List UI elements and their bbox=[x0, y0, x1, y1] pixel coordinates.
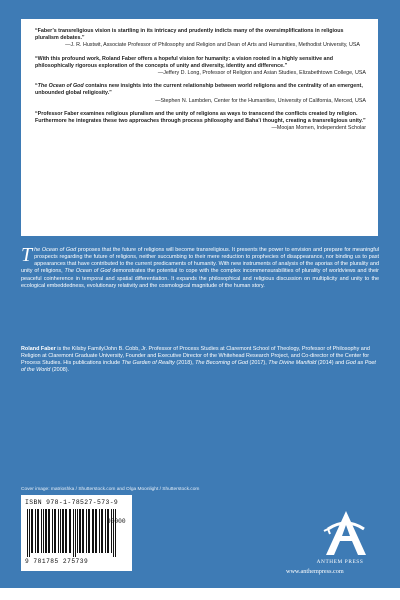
book-description: The Ocean of God proposes that the future of religions will become transreligious. It presents the power to envision and prepare for meaningful prospects regarding the future of religions, neither succumbing to their mere reduction to prophecies of disappearance, nor binding us to past appearances that have contributed to the current predicaments of humanity. With new instruments of analysis of the aporias of the plurality and unity of religions, The Ocean of God demonstrates the potential to cope with the complex incommensurabilities of plurality of worldviews and their peaceful coinherence in temporal and spatial differentiation. It expands the philosophical and religious discussion on multiplicity and unity to the ecological embeddedness, evolutionary relativity and the cosmological magnitude of the human story. bbox=[21, 244, 379, 289]
barcode-bar bbox=[92, 509, 94, 553]
endorsement-attribution: —Jeffery D. Long, Professor of Religion and Asian Studies, Elizabethtown College, USA bbox=[157, 70, 366, 77]
endorsements-box bbox=[21, 19, 378, 236]
barcode-bar bbox=[107, 509, 109, 553]
barcode-bar bbox=[79, 509, 81, 553]
barcode-bar bbox=[29, 509, 30, 557]
barcode-bar bbox=[65, 509, 67, 553]
barcode-bar bbox=[77, 509, 78, 553]
barcode-bar bbox=[43, 509, 44, 553]
endorsement bbox=[35, 28, 366, 50]
barcode-bar bbox=[88, 509, 90, 553]
price-code: 90000 bbox=[107, 518, 126, 525]
barcode-bar bbox=[37, 509, 39, 553]
anthem-press-logo bbox=[306, 509, 386, 559]
barcode-bar bbox=[58, 509, 59, 553]
endorsement bbox=[35, 111, 366, 133]
barcode-bar bbox=[54, 509, 56, 553]
endorsement bbox=[35, 83, 366, 105]
endorsement bbox=[35, 56, 366, 78]
ean-digits: 9 781785 275739 bbox=[25, 558, 89, 565]
barcode-bar bbox=[99, 509, 100, 553]
endorsement-quote: “Faber’s transreligious vision is startling in its intricacy and prudently indicts many of the oversimplifications in religious pluralism debates.” bbox=[35, 28, 344, 42]
endorsement-attribution: —J. R. Hustwit, Associate Professor of Philosophy and Religion and Dean of Arts and Humanities, Methodist University, USA bbox=[65, 42, 360, 49]
endorsement-quote: “With this profound work, Roland Faber offers a hopeful vision for humanity: a vision rooted in a highly sensitive and philosophically rigorous exploration of the concepts of unity and diversity, identity and difference.” bbox=[35, 55, 334, 69]
barcode-bar bbox=[62, 509, 64, 553]
isbn-number: ISBN 978-1-78527-573-9 bbox=[25, 499, 119, 506]
barcode-bar bbox=[52, 509, 53, 553]
barcode-bar bbox=[82, 509, 84, 553]
barcode-bar bbox=[113, 509, 114, 557]
barcode-bar bbox=[105, 509, 106, 553]
barcode-bar bbox=[115, 509, 116, 557]
barcode-bar bbox=[35, 509, 36, 553]
barcode-bar bbox=[111, 509, 112, 553]
barcode-bar bbox=[95, 509, 97, 553]
barcode-bar bbox=[45, 509, 47, 553]
author-bio: Roland Faber is the Kilsby Family/John B. Cobb, Jr. Professor of Process Studies at Claremont School of Theology, Professor of Philosophy and Religion at Claremont Graduate University, Founder and Executive Director of the Whitehead Research Project, and Co-director of the Center for Process Studies. His publications include The Garden of Reality (2018), The Becoming of God (2017), The Divine Manifold (2014) and God as Poet of the World (2008). bbox=[21, 346, 376, 374]
barcode-bar bbox=[60, 509, 61, 553]
barcode-bar bbox=[48, 509, 50, 553]
barcode-bar bbox=[41, 509, 42, 553]
publisher-url[interactable]: www.anthempress.com bbox=[286, 568, 344, 575]
endorsement-quote: “The Ocean of God contains new insights into the current relationship between world religions and the centrality of an emergent, unbounded global religiosity.” bbox=[35, 83, 363, 97]
drop-cap: T bbox=[21, 244, 33, 266]
barcode-bars bbox=[25, 509, 128, 557]
barcode-bar bbox=[73, 509, 74, 557]
barcode-bar bbox=[69, 509, 71, 553]
endorsement-quote: “Professor Faber examines religious pluralism and the unity of religions as ways to transcend the conflicts created by religion. Furthermore he integrates these two approaches through process philosophy and Baha’i thought, creating a transreligious unity.” bbox=[35, 110, 366, 125]
barcode-bar bbox=[27, 509, 28, 557]
author-name: Roland Faber bbox=[21, 346, 56, 352]
barcode-bar bbox=[75, 509, 76, 557]
barcode-bar bbox=[101, 509, 103, 553]
barcode bbox=[21, 495, 132, 571]
endorsement-attribution: —Stephen N. Lambden, Center for the Humanities, University of California, Merced, USA bbox=[155, 97, 366, 104]
publisher-name: ANTHEM PRESS bbox=[316, 559, 364, 565]
cover-image-credit: Cover image: matrioshka / Shutterstock.com and Olga Moonlight / Shutterstock.com bbox=[21, 487, 200, 492]
endorsement-attribution: —Moojan Momen, Independent Scholar bbox=[271, 125, 366, 132]
barcode-bar bbox=[86, 509, 87, 553]
barcode-bar bbox=[31, 509, 33, 553]
